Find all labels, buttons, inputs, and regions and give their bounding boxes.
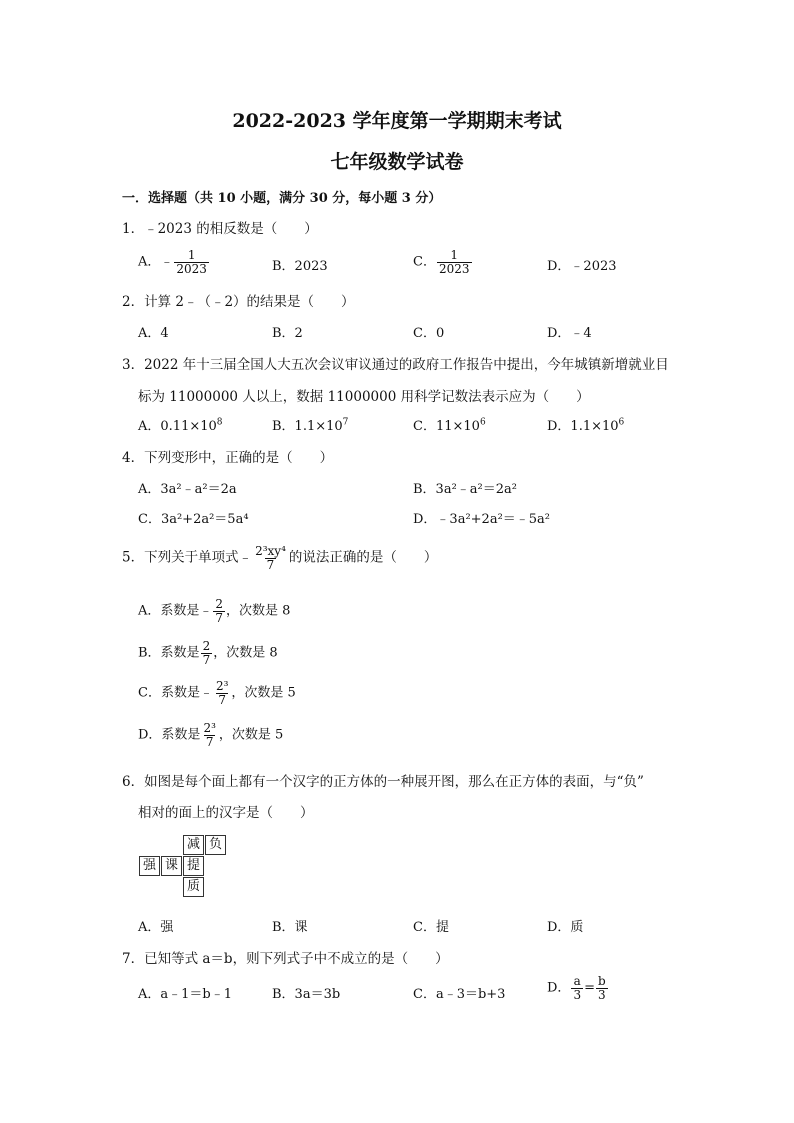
net-cell-qiang: 强 <box>139 856 160 876</box>
q2-option-d: D．﹣4 <box>547 326 592 341</box>
exam-title: 2022-2023 学年度第一学期期末考试 <box>232 110 562 132</box>
q7-option-b: B．3a＝3b <box>272 987 341 1002</box>
q3-option-b: B．$1.1\times 10^7$ <box>272 417 349 434</box>
q3-option-d: D．$1.1\times 10^6$ <box>547 417 625 434</box>
q2-option-b: B．2 <box>272 326 303 341</box>
q4-option-c: C．3a²+2a²＝5a⁴ <box>138 512 249 527</box>
q3-option-a: A．$0.11\times 10^8$ <box>138 417 223 434</box>
q2-option-a: A．4 <box>138 326 169 341</box>
q7-option-a: A．a﹣1＝b﹣1 <box>138 987 233 1002</box>
q3-option-c: C．$11\times 10^6$ <box>413 417 486 434</box>
question-3-stem-line2: 标为 11000000 人以上，数据 11000000 用科学记数法表示应为（ ） <box>138 389 590 405</box>
q1-option-b: B．2023 <box>272 259 328 274</box>
section-heading: 一．选择题（共 10 小题，满分 30 分，每小题 3 分） <box>122 191 442 206</box>
question-5-stem: 5．下列关于单项式﹣ $\frac{\text{2³xy⁴}}{7}$ 的说法正确的是（ ） <box>122 544 438 572</box>
q1-option-c: C． $\frac{1}{2023}$ <box>413 248 470 276</box>
q6-option-a: A．强 <box>138 920 174 935</box>
q5-option-d: D．系数是 $\frac{\text{2³}}{7}$ ，次数是 5 <box>138 721 284 749</box>
q5-option-a: A．系数是﹣ $\frac{2}{7}$ ，次数是 8 <box>138 597 291 625</box>
q1-option-d: D．﹣2023 <box>547 259 617 274</box>
question-7-stem: 7．已知等式 a＝b，则下列式子中不成立的是（ ） <box>122 951 449 967</box>
q4-option-a: A．3a²﹣a²＝2a <box>138 482 237 497</box>
q6-option-d: D．质 <box>547 920 584 935</box>
q6-option-c: C．提 <box>413 920 449 935</box>
q4-option-d: D．﹣3a²+2a²＝﹣5a² <box>413 512 551 527</box>
exam-subtitle: 七年级数学试卷 <box>330 151 464 173</box>
question-2-stem: 2．计算 2﹣（﹣2）的结果是（ ） <box>122 294 355 310</box>
net-cell-fu: 负 <box>205 835 226 855</box>
question-4-stem: 4．下列变形中，正确的是（ ） <box>122 450 334 466</box>
question-6-stem-line2: 相对的面上的汉字是（ ） <box>138 805 314 821</box>
q1-option-a: A．﹣ $\frac{1}{2023}$ <box>138 248 207 276</box>
q7-option-c: C．a﹣3＝b+3 <box>413 987 506 1002</box>
question-3-stem-line1: 3．2022 年十三届全国人大五次会议审议通过的政府工作报告中提出，今年城镇新增就业目 <box>122 357 669 373</box>
question-6-stem-line1: 6．如图是每个面上都有一个汉字的正方体的一种展开图，那么在正方体的表面，与“负” <box>122 774 644 790</box>
net-cell-ti: 提 <box>183 856 204 876</box>
net-cell-jian: 减 <box>183 835 204 855</box>
q5-option-b: B．系数是 $\frac{2}{7}$ ，次数是 8 <box>138 639 278 667</box>
net-cell-zhi: 质 <box>183 877 204 897</box>
q2-option-c: C．0 <box>413 326 445 341</box>
q7-option-d: D． $\frac{a}{3}$ = $\frac{b}{3}$ <box>547 974 606 1002</box>
q4-option-b: B．3a²﹣a²＝2a² <box>413 482 517 497</box>
q5-option-c: C．系数是﹣ $\frac{\text{2³}}{7}$ ，次数是 5 <box>138 679 296 707</box>
question-1-stem: 1．﹣2023 的相反数是（ ） <box>122 221 318 237</box>
q6-option-b: B．课 <box>272 920 308 935</box>
net-cell-ke: 课 <box>161 856 182 876</box>
